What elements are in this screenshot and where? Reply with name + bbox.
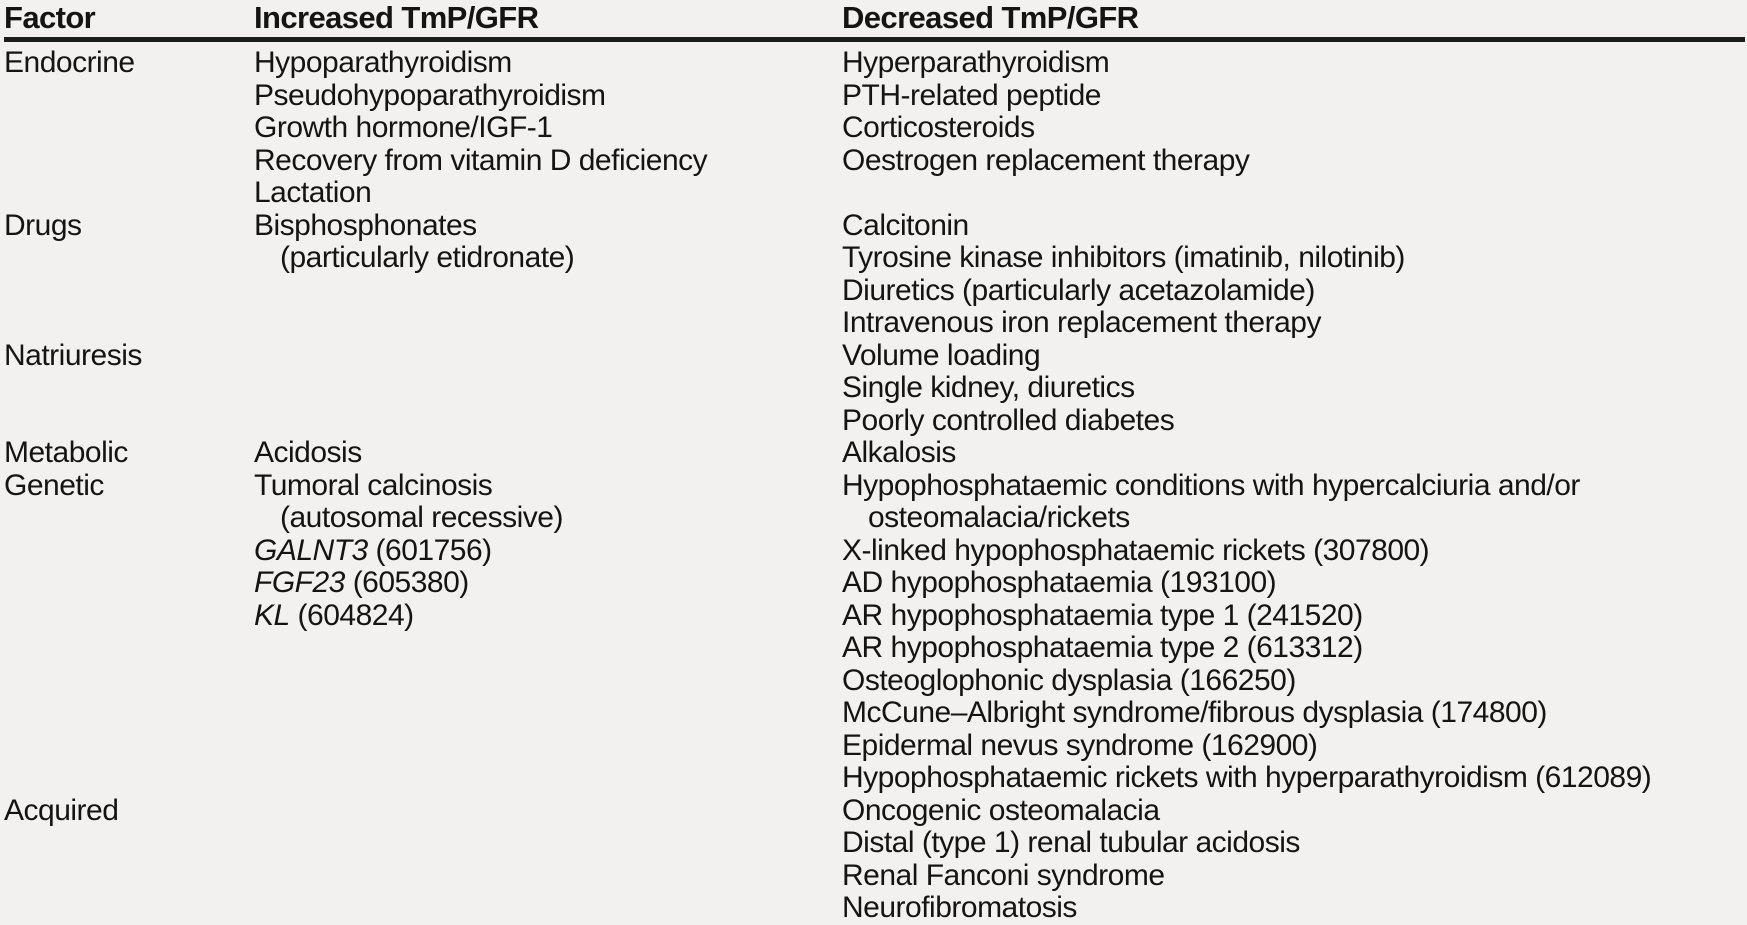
table-cell-line: Metabolic xyxy=(4,436,128,469)
table-cell-line: Drugs xyxy=(4,208,82,242)
table-cell-line: Bisphosphonates xyxy=(254,208,477,242)
table-cell-line: Epidermal nevus syndrome (162900) xyxy=(842,728,1318,762)
increased-cell xyxy=(254,437,842,470)
table-cell-line: Volume loading xyxy=(842,338,1041,372)
table-cell-line: PTH-related peptide xyxy=(842,78,1101,112)
factor-cell xyxy=(4,795,254,828)
table-cell-line: Distal (type 1) renal tubular acidosis xyxy=(842,826,1300,859)
decreased-cell xyxy=(842,470,1747,795)
increased-cell xyxy=(254,47,842,210)
decreased-cell xyxy=(842,340,1747,438)
table-header-row xyxy=(4,0,1747,37)
table-cell-line: Intravenous iron replacement therapy xyxy=(842,306,1321,339)
table-cell-line: Corticosteroids xyxy=(842,111,1035,144)
table-row-group xyxy=(4,470,1747,795)
table-cell-line: Acidosis xyxy=(254,436,362,469)
decreased-cell xyxy=(842,47,1747,177)
factor-cell xyxy=(4,470,254,503)
decreased-cell xyxy=(842,795,1747,925)
table-cell-line: Tumoral calcinosis xyxy=(254,468,493,502)
table-cell-line: Recovery from vitamin D deficiency xyxy=(254,143,708,177)
table-body xyxy=(4,42,1747,925)
table-cell-line: Oestrogen replacement therapy xyxy=(842,143,1250,177)
table-row-group xyxy=(4,47,1747,210)
table-cell-line: AR hypophosphataemia type 2 (613312) xyxy=(842,631,1363,664)
table-cell-line: AR hypophosphataemia type 1 (241520) xyxy=(842,598,1363,632)
table-cell-line: Oncogenic osteomalacia xyxy=(842,793,1160,827)
table-row-group xyxy=(4,437,1747,470)
table-cell-line: Poorly controlled diabetes xyxy=(842,403,1175,437)
table-cell-line: Tyrosine kinase inhibitors (imatinib, nilotinib) xyxy=(842,241,1405,274)
table-cell-line: AD hypophosphataemia (193100) xyxy=(842,566,1277,599)
column-header-factor: Factor xyxy=(4,0,96,35)
gene-symbol: FGF23 xyxy=(254,566,345,599)
table-row-group xyxy=(4,340,1747,438)
table-cell-line: Single kidney, diuretics xyxy=(842,371,1135,404)
column-header-decreased: Decreased TmP/GFR xyxy=(842,0,1139,35)
table-cell-line: Renal Fanconi syndrome xyxy=(842,858,1165,892)
table-cell-line: McCune–Albright syndrome/fibrous dysplasia (174800) xyxy=(842,696,1547,729)
table-cell-line: Hypophosphataemic conditions with hypercalciuria and/or xyxy=(842,468,1580,502)
table-cell-line: Hyperparathyroidism xyxy=(842,46,1110,79)
table-cell-line: KL (604824) xyxy=(254,598,414,632)
table-cell-line: Lactation xyxy=(254,176,372,209)
table-cell-line: osteomalacia/rickets xyxy=(868,501,1130,534)
table-cell-line: (autosomal recessive) xyxy=(280,501,563,534)
table-cell-line: Natriuresis xyxy=(4,338,142,372)
gene-symbol: KL xyxy=(254,598,290,632)
table-cell-line: Growth hormone/IGF-1 xyxy=(254,111,553,144)
table-cell-line: Hypophosphataemic rickets with hyperparathyroidism (612089) xyxy=(842,761,1652,794)
factor-cell xyxy=(4,47,254,80)
table-cell-line: X-linked hypophosphataemic rickets (307800) xyxy=(842,533,1430,567)
table-cell-line: Hypoparathyroidism xyxy=(254,46,512,79)
table-cell-line: Calcitonin xyxy=(842,208,969,242)
table-cell-line: FGF23 (605380) xyxy=(254,566,469,599)
factor-cell xyxy=(4,437,254,470)
table-cell-line: Endocrine xyxy=(4,46,135,79)
table-cell-line: Diuretics (particularly acetazolamide) xyxy=(842,273,1315,307)
table-cell-line: Genetic xyxy=(4,468,104,502)
table-cell-line: Alkalosis xyxy=(842,436,956,469)
gene-symbol: GALNT3 xyxy=(254,533,368,567)
table-cell-line: Acquired xyxy=(4,793,119,827)
factor-cell xyxy=(4,210,254,243)
table-row-group xyxy=(4,210,1747,340)
table-cell-line: Osteoglophonic dysplasia (166250) xyxy=(842,663,1296,697)
decreased-cell xyxy=(842,437,1747,470)
decreased-cell xyxy=(842,210,1747,340)
factor-cell xyxy=(4,340,254,373)
table-row-group xyxy=(4,795,1747,925)
table-cell-line: Pseudohypoparathyroidism xyxy=(254,78,606,112)
table-cell-line: Neurofibromatosis xyxy=(842,891,1077,924)
increased-cell xyxy=(254,210,842,275)
column-header-increased: Increased TmP/GFR xyxy=(254,0,539,35)
table-cell-line: (particularly etidronate) xyxy=(280,241,575,274)
increased-cell xyxy=(254,470,842,633)
table-cell-line: GALNT3 (601756) xyxy=(254,533,492,567)
